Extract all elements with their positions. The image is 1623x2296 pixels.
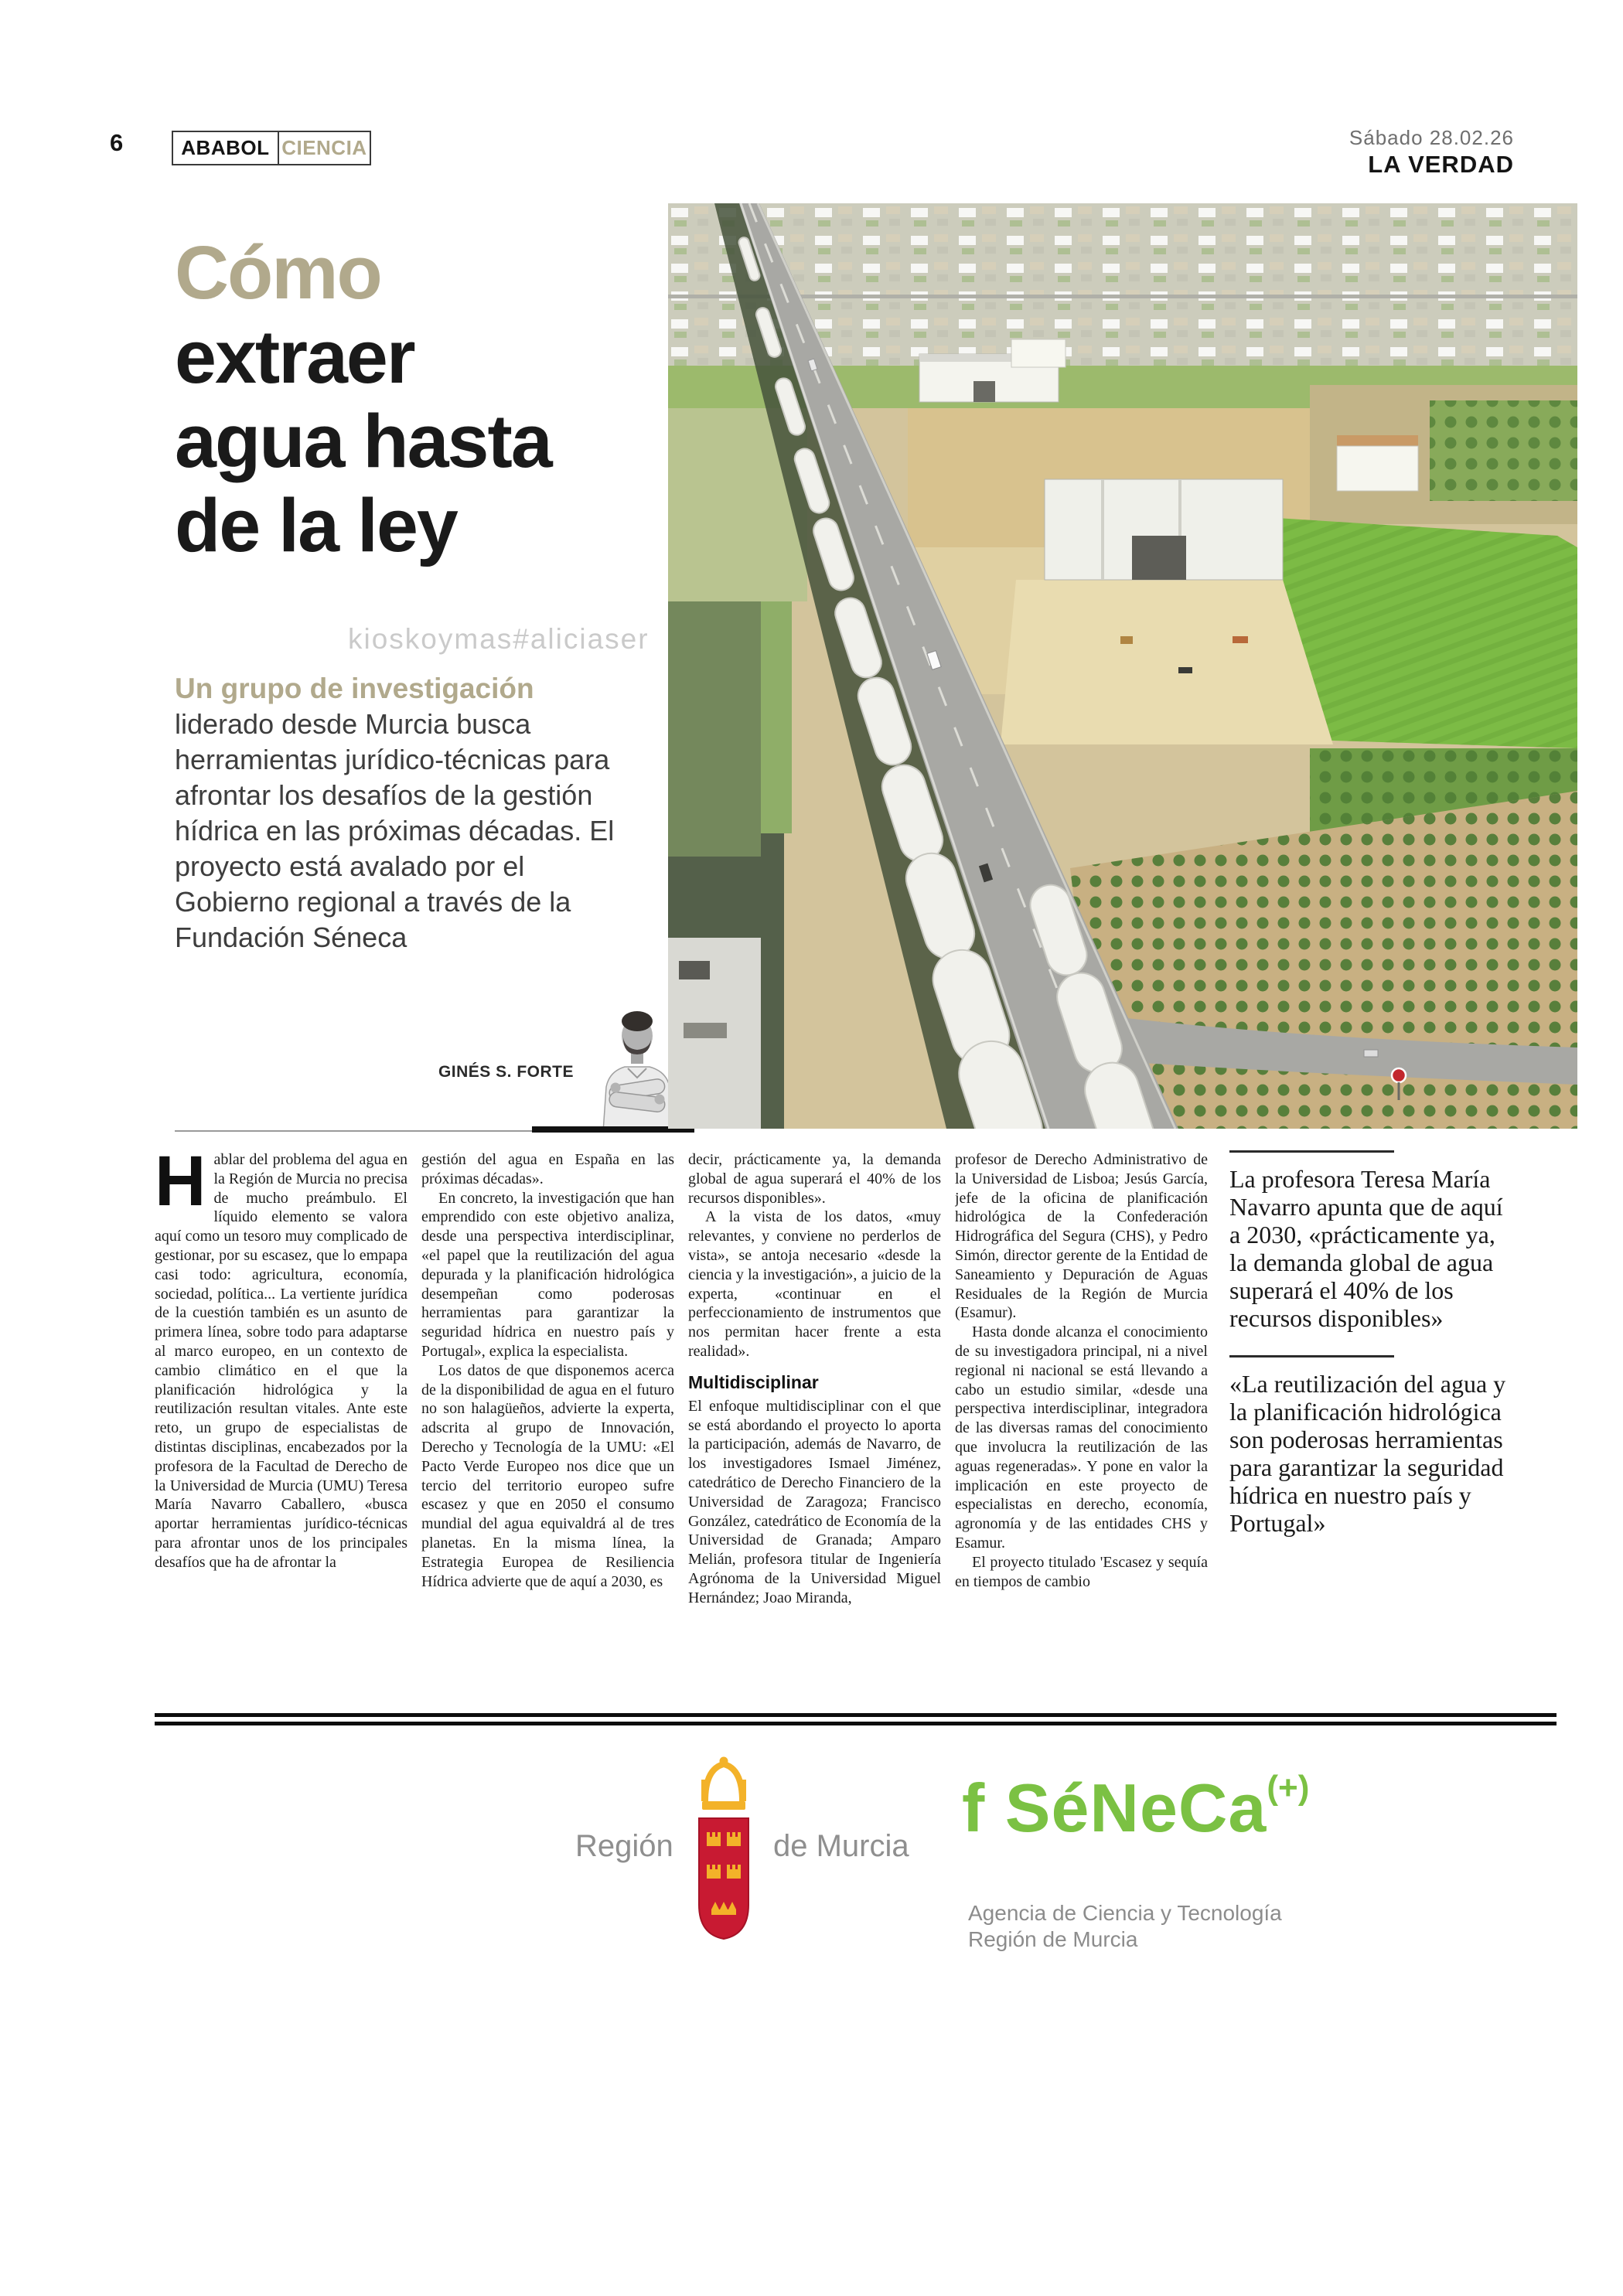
lead-bold-intro: Un grupo de investigación bbox=[175, 673, 534, 704]
section-subhead: Multidisciplinar bbox=[688, 1371, 819, 1392]
pull-quote: «La reutilización del agua y la planificación hidrológica son poderosas herramientas para garantizar la seguridad hídrica en nuestro país y Portugal» bbox=[1229, 1370, 1506, 1537]
seneca-logo-plus: (+) bbox=[1267, 1769, 1310, 1807]
quote-rule bbox=[1229, 1355, 1394, 1358]
body-column-1 bbox=[155, 1150, 407, 1708]
seneca-logo bbox=[962, 1769, 1309, 1848]
body-paragraph: A la vista de los datos, «muy relevantes, y conviene no perderlos de vista», se antoja necesario «desde la ciencia y la investigación», a juicio de la experta, «continuar en el perfeccionamiento de instrumentos que nos permitan hacer frente a esta realidad». bbox=[688, 1208, 941, 1360]
body-paragraph: ablar del problema del agua en la Región de Murcia no precisa de mucho preámbulo. El líquido elemento se valora aquí como un tesoro muy complicado de gestionar, por su escasez, que lo empapa casi todo: agricultura, economía, sociedad, política... La vertiente jurídica de la cuestión también es un asunto de primera línea, sobre todo para adaptarse al marco europeo, en un contexto de cambio climático en el que la planificación hidrológica y la reutilización resultan vitales. Ante este reto, un grupo de especialistas de distintas disciplinas, encabezados por la profesora de la Facultad de Derecho de la Universidad de Murcia (UMU) Teresa María Navarro Caballero, «busca aportar herramientas jurídico-técnicas para afrontar unos de los principales desafíos que ha de afrontar la bbox=[155, 1151, 407, 1571]
body-column-2 bbox=[421, 1150, 674, 1708]
pull-quote: La profesora Teresa María Navarro apunta que de aquí a 2030, «prácticamente ya, la demanda global de agua superará el 40% de los recursos disponibles» bbox=[1229, 1165, 1503, 1332]
headline-line: extraer bbox=[175, 315, 414, 399]
body-paragraph: gestión del agua en España en las próximas décadas». bbox=[421, 1151, 674, 1187]
pull-quote-column bbox=[1229, 1150, 1517, 1560]
body-paragraph: Los datos de que disponemos acerca de la disponibilidad de agua en el futuro no son halagüeños, advierte la experta, adscrita al grupo de Innovación, Derecho y Tecnología de la UMU: «El Pacto Verde Europeo nos dice que un tercio del territorio europeo sufre escasez y que en 2050 el consumo mundial del agua equivaldrá al de tres planetas. En la misma línea, la Estrategia Europea de Resiliencia Hídrica advierte que de aquí a 2030, es bbox=[421, 1361, 674, 1590]
body-paragraph: En concreto, la investigación que han emprendido con este objetivo analiza, desde una perspectiva interdisciplinar, «el papel que la reutilización del agua depurada y la planificación hidrológica desempeñan como poderosas herramientas para garantizar la seguridad hídrica en nuestro país y Portugal», explica la especialista. bbox=[421, 1189, 674, 1360]
body-paragraph: El proyecto titulado 'Escasez y sequía en tiempos de cambio bbox=[955, 1553, 1208, 1590]
body-column-3 bbox=[688, 1150, 941, 1708]
seneca-subtitle-line1: Agencia de Ciencia y Tecnología bbox=[968, 1901, 1282, 1925]
body-paragraph: El enfoque multidisciplinar con el que se está abordando el proyecto lo aporta la participación, además de Navarro, de los investigadores Ismael Jiménez, catedrático de Derecho Financiero de la Universidad de Zaragoza; Francisco González, catedrático de Economía de la Universidad de Granada; Amparo Melián, profesora titular de Ingeniería Agrónoma de la Universidad Miguel Hernández; Joao Miranda, bbox=[688, 1397, 941, 1606]
seneca-logo-subtitle bbox=[968, 1900, 1282, 1953]
region-logo-text-right: de Murcia bbox=[773, 1829, 909, 1863]
article-headline bbox=[175, 230, 662, 567]
seneca-subtitle-line2: Región de Murcia bbox=[968, 1927, 1138, 1951]
body-paragraph: decir, prácticamente ya, la demanda global de agua superará el 40% de los recursos disponibles». bbox=[688, 1151, 941, 1207]
headline-kicker: Cómo bbox=[175, 230, 381, 315]
newspaper-name: LA VERDAD bbox=[1368, 151, 1514, 178]
section-label: CIENCIA bbox=[281, 136, 367, 159]
region-logo-text-left: Región bbox=[575, 1829, 673, 1863]
article-photo bbox=[668, 203, 1577, 1129]
page-number: 6 bbox=[110, 129, 124, 156]
region-murcia-shield-icon bbox=[684, 1753, 764, 1956]
quote-rule bbox=[1229, 1150, 1394, 1153]
date-line: Sábado 28.02.26 bbox=[1349, 126, 1514, 149]
lead-text: liderado desde Murcia busca herramientas jurídico-técnicas para afrontar los desafíos de la gestión hídrica en las próximas décadas. El proyecto está avalado por el Gobierno regional a través de la Fundación Séneca bbox=[175, 708, 615, 953]
section-box bbox=[172, 131, 371, 165]
seneca-logo-name: f SéNeCa bbox=[962, 1770, 1267, 1846]
byline-author: GINÉS S. FORTE bbox=[438, 1063, 574, 1081]
body-paragraph: Hasta donde alcanza el conocimiento de su investigadora principal, ni a nivel regional ni nacional se está llevando a cabo un estudio similar, «desde una perspectiva interdisciplinar, integradora de las diversas ramas del conocimiento que involucra la reutilización de las aguas regeneradas». Y pone en valor la implicación en este proyecto de especialistas en derecho, economía, agronomía y de las entidades CHS y Esamur. bbox=[955, 1323, 1208, 1552]
headline-line: agua hasta bbox=[175, 399, 551, 483]
body-column-4 bbox=[955, 1150, 1208, 1708]
footer-double-rule bbox=[155, 1713, 1557, 1725]
body-paragraph: profesor de Derecho Administrativo de la Universidad de Lisboa; Jesús García, jefe de la oficina de planificación hidrológica de la Confederación Hidrográfica del Segura (CHS), y Pedro Simón, director gerente de la Entidad de Saneamiento y Depuración de Aguas Residuales de la Región de Murcia (Esamur). bbox=[955, 1151, 1208, 1322]
headline-line: de la ley bbox=[175, 483, 457, 567]
digital-watermark: kioskoymas#aliciaser bbox=[348, 623, 650, 655]
drop-cap: H bbox=[155, 1150, 206, 1221]
article-lead bbox=[175, 671, 639, 956]
supplement-label: ABABOL bbox=[173, 132, 279, 164]
